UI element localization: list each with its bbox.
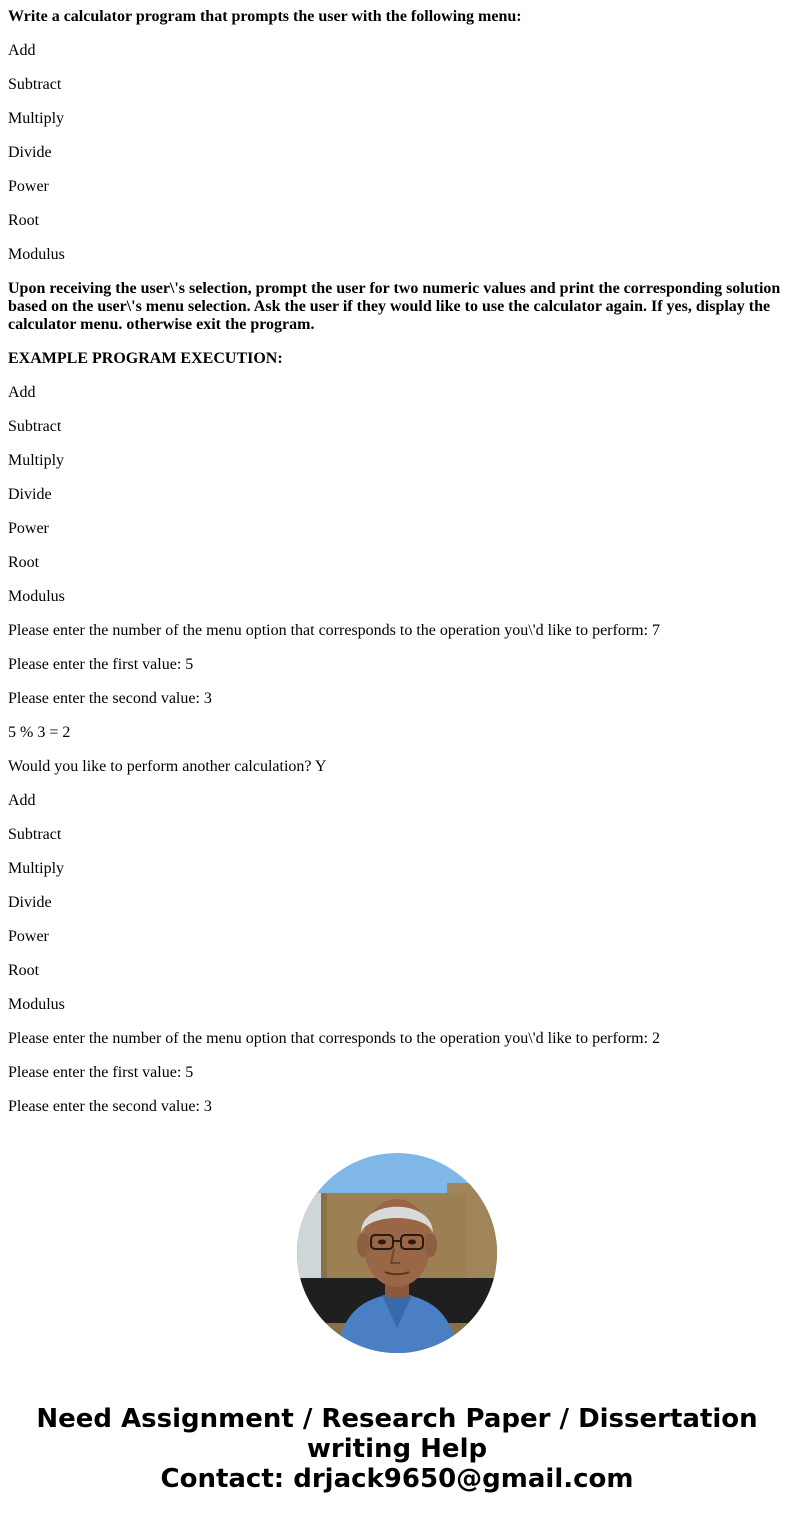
menu-item-subtract: Subtract [8, 76, 62, 93]
example-menu-item-add: Add [8, 792, 36, 809]
example-menu-item-add: Add [8, 384, 36, 401]
question-instructions: Upon receiving the user\'s selection, prompt the user for two numeric values and print the corresponding solution based on the user\'s menu selection. Ask the user if they would like to use the calculator again. If yes, display the calculator menu. otherwise exit the program. [8, 280, 781, 333]
menu-item-divide: Divide [8, 144, 52, 161]
example-menu-item-divide: Divide [8, 894, 52, 911]
example-menu-item-subtract: Subtract [8, 826, 62, 843]
promo-banner [0, 1404, 794, 1494]
example-line-second-value: Please enter the second value: 3 [8, 690, 212, 707]
example-menu-item-root: Root [8, 962, 40, 979]
example-menu-item-power: Power [8, 520, 49, 537]
example-menu-item-root: Root [8, 554, 40, 571]
promo-line: Need Assignment / Research Paper / Dissertation [36, 1404, 758, 1434]
example-menu-item-multiply: Multiply [8, 860, 65, 877]
expert-photo [297, 1153, 497, 1353]
example-line-first-value: Please enter the first value: 5 [8, 656, 194, 673]
example-line-again-prompt: Would you like to perform another calculation? Y [8, 758, 327, 775]
example-line-result: 5 % 3 = 2 [8, 724, 71, 741]
question-intro: Write a calculator program that prompts the user with the following menu: [8, 8, 522, 25]
example-menu-item-divide: Divide [8, 486, 52, 503]
example-menu-item-power: Power [8, 928, 49, 945]
promo-line: writing Help [306, 1434, 488, 1464]
menu-item-multiply: Multiply [8, 110, 65, 127]
example-line-first-value: Please enter the first value: 5 [8, 1064, 194, 1081]
example-line-option-prompt: Please enter the number of the menu option that corresponds to the operation you\'d like to perform: 2 [8, 1030, 661, 1047]
example-menu-item-subtract: Subtract [8, 418, 62, 435]
example-menu-item-modulus: Modulus [8, 996, 65, 1013]
example-menu-item-multiply: Multiply [8, 452, 65, 469]
example-line-second-value: Please enter the second value: 3 [8, 1098, 212, 1115]
menu-item-modulus: Modulus [8, 246, 65, 263]
menu-item-power: Power [8, 178, 49, 195]
example-heading: EXAMPLE PROGRAM EXECUTION: [8, 350, 283, 367]
promo-contact: Contact: drjack9650@gmail.com [160, 1464, 634, 1494]
example-menu-item-modulus: Modulus [8, 588, 65, 605]
menu-item-root: Root [8, 212, 40, 229]
expert-avatar [297, 1153, 497, 1353]
menu-item-add: Add [8, 42, 36, 59]
example-line-option-prompt: Please enter the number of the menu option that corresponds to the operation you\'d like to perform: 7 [8, 622, 661, 639]
